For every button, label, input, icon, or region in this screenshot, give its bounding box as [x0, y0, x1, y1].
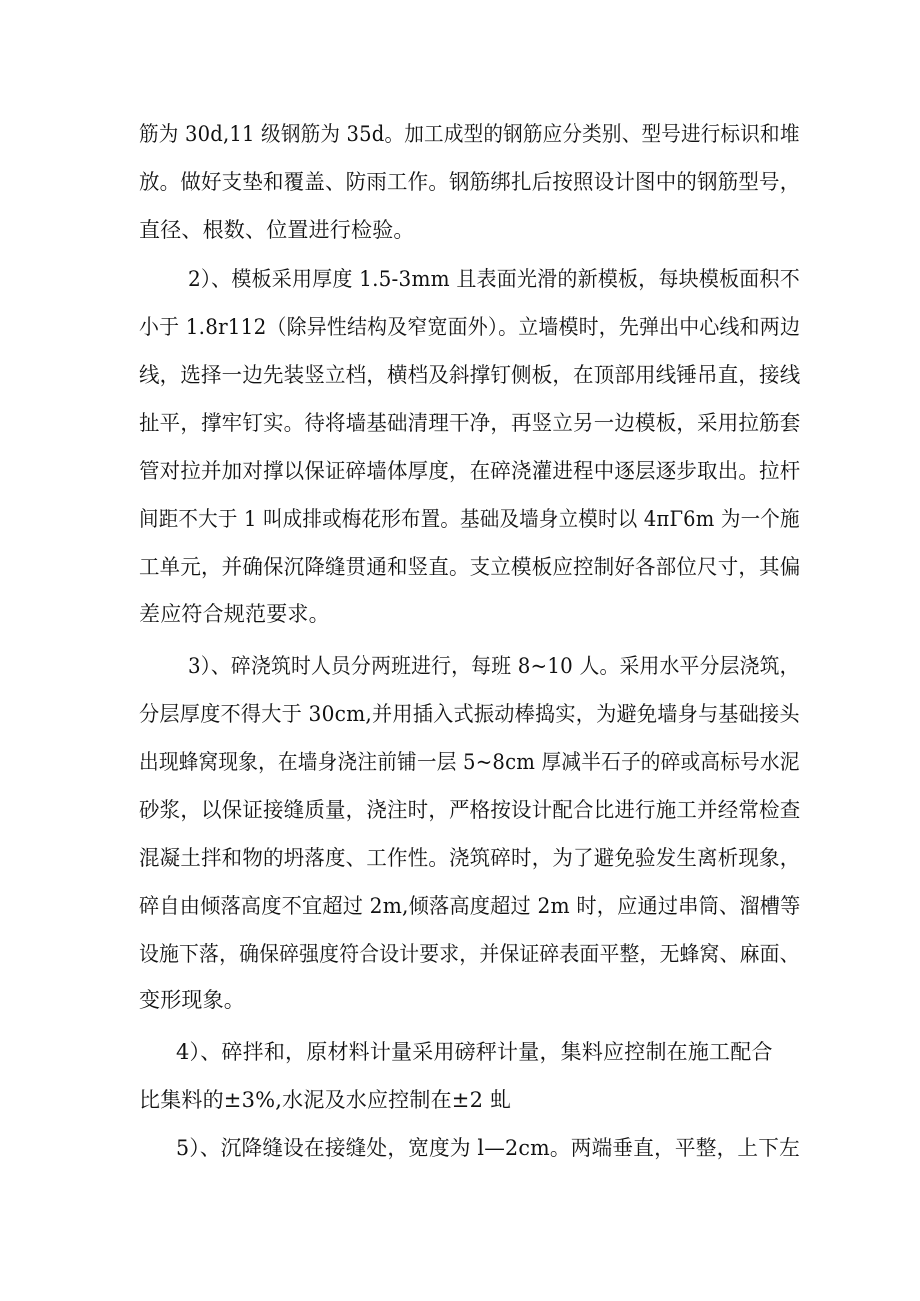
text-line: 小于 1.8r112（除异性结构及窄宽面外）。立墙模时，先弹出中心线和两边 — [139, 315, 801, 339]
text-line: 放。做好支垫和覆盖、防雨工作。钢筋绑扎后按照设计图中的钢筋型号， — [139, 170, 801, 194]
text-line: 出现蜂窝现象，在墙身浇注前铺一层 5~8cm 厚减半石子的碎或高标号水泥 — [139, 750, 800, 774]
text-line: 线，选择一边先装竖立档，横档及斜撑钉侧板，在顶部用线锤吊直，接线 — [139, 363, 801, 387]
text-line: 扯平，撑牢钉实。待将墙基础清理干净，再竖立另一边模板，采用拉筋套 — [139, 411, 801, 435]
text-line: 工单元，并确保沉降缝贯通和竖直。支立模板应控制好各部位尺寸，其偏 — [139, 555, 801, 579]
text-line: 砂浆，以保证接缝质量，浇注时，严格按设计配合比进行施工并经常检查 — [139, 798, 801, 822]
paragraph-first-line: 2）、模板采用厚度 1.5-3mm 且表面光滑的新模板，每块模板面积不 — [188, 267, 800, 291]
text-line: 分层厚度不得大于 30cm,并用插入式振动棒捣实，为避免墙身与基础接头 — [139, 702, 800, 726]
text-line: 筋为 30d,11 级钢筋为 35d。加工成型的钢筋应分类别、型号进行标识和堆 — [139, 122, 800, 146]
text-line: 设施下落，确保碎强度符合设计要求，并保证碎表面平整，无蜂窝、麻面、 — [139, 942, 800, 966]
text-line: 差应符合规范要求。 — [139, 602, 330, 626]
text-line: 碎自由倾落高度不宜超过 2m,倾落高度超过 2m 时，应通过串筒、溜槽等 — [139, 894, 801, 918]
text-line: 混凝土拌和物的坍落度、工作性。浇筑碎时，为了避免验发生离析现象， — [139, 846, 801, 870]
paragraph-first-line: 3）、碎浇筑时人员分两班进行，每班 8~10 人。采用水平分层浇筑， — [188, 654, 800, 678]
text-line: 变形现象。 — [139, 988, 245, 1012]
paragraph-first-line: 5）、沉降缝设在接缝处，宽度为 l—2cm。两端垂直，平整，上下左 — [176, 1136, 800, 1160]
text-line: 直径、根数、位置进行检验。 — [139, 218, 415, 242]
text-line: 管对拉并加对撑以保证碎墙体厚度，在碎浇灌进程中逐层逐步取出。拉杆 — [139, 459, 801, 483]
text-line: 间距不大于 1 叫成排或梅花形布置。基础及墙身立模时以 4πΓ6m 为一个施 — [139, 507, 800, 531]
paragraph-first-line: 4）、碎拌和，原材料计量采用磅秤计量，集料应控制在施工配合 — [176, 1040, 773, 1064]
text-line: 比集料的±3%,水泥及水应控制在±2 虬 — [139, 1088, 512, 1112]
